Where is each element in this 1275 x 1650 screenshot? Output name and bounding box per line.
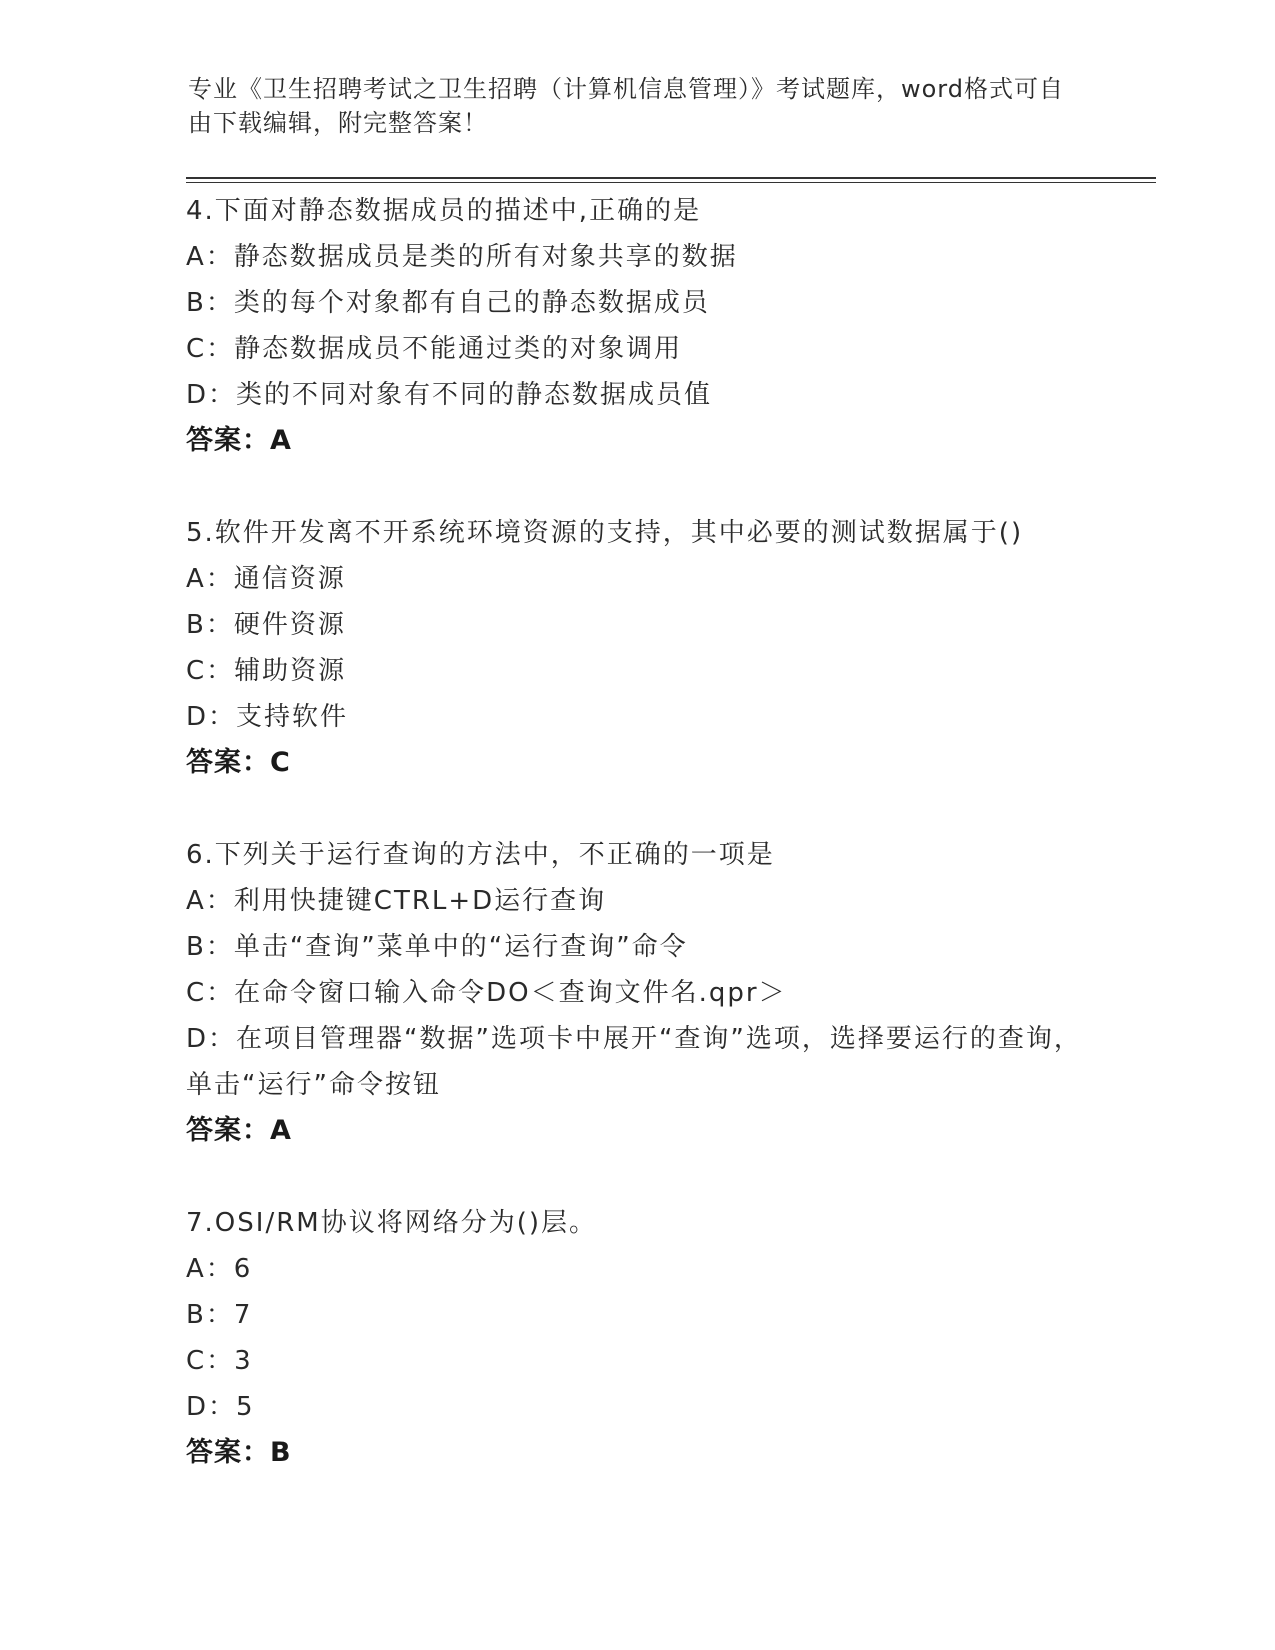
answer-label: 答案：A [186, 1115, 292, 1146]
question-stem: 7.OSI/RM协议将网络分为()层。 [186, 1208, 597, 1238]
answer-label: 答案：A [186, 425, 292, 456]
option-b: B：硬件资源 [186, 610, 346, 640]
option-b: B：单击“查询”菜单中的“运行查询”命令 [186, 932, 688, 962]
option-b: B：类的每个对象都有自己的静态数据成员 [186, 288, 710, 318]
question-7 [186, 1200, 1086, 1476]
question-6 [186, 832, 1086, 1154]
option-a: A：通信资源 [186, 564, 346, 594]
option-d: D：支持软件 [186, 702, 349, 732]
option-d: D：类的不同对象有不同的静态数据成员值 [186, 380, 713, 410]
document-header [188, 72, 1088, 140]
option-a: A：6 [186, 1254, 253, 1284]
answer-label: 答案：C [186, 747, 291, 778]
question-5 [186, 510, 1086, 786]
option-d: D：5 [186, 1392, 255, 1422]
answer-label: 答案：B [186, 1437, 292, 1468]
option-c: C：3 [186, 1346, 253, 1376]
question-stem: 4.下面对静态数据成员的描述中,正确的是 [186, 196, 702, 226]
header-line-2: 由下载编辑，附完整答案！ [188, 109, 488, 137]
header-divider-thin [186, 182, 1156, 183]
question-stem: 6.下列关于运行查询的方法中，不正确的一项是 [186, 840, 775, 870]
question-stem: 5.软件开发离不开系统环境资源的支持，其中必要的测试数据属于() [186, 518, 1024, 548]
option-c: C：辅助资源 [186, 656, 347, 686]
option-b: B：7 [186, 1300, 253, 1330]
option-c: C：在命令窗口输入命令DO＜查询文件名.qpr＞ [186, 978, 787, 1008]
question-4 [186, 188, 1086, 464]
option-a: A：利用快捷键CTRL+D运行查询 [186, 886, 607, 916]
question-list [186, 188, 1086, 1522]
option-d: D：在项目管理器“数据”选项卡中展开“查询”选项，选择要运行的查询，单击“运行”命令按钮 [186, 1024, 1082, 1100]
header-divider-thick [186, 177, 1156, 179]
option-c: C：静态数据成员不能通过类的对象调用 [186, 334, 683, 364]
header-line-1: 专业《卫生招聘考试之卫生招聘（计算机信息管理）》考试题库，word格式可自 [188, 75, 1064, 103]
option-a: A：静态数据成员是类的所有对象共享的数据 [186, 242, 738, 272]
